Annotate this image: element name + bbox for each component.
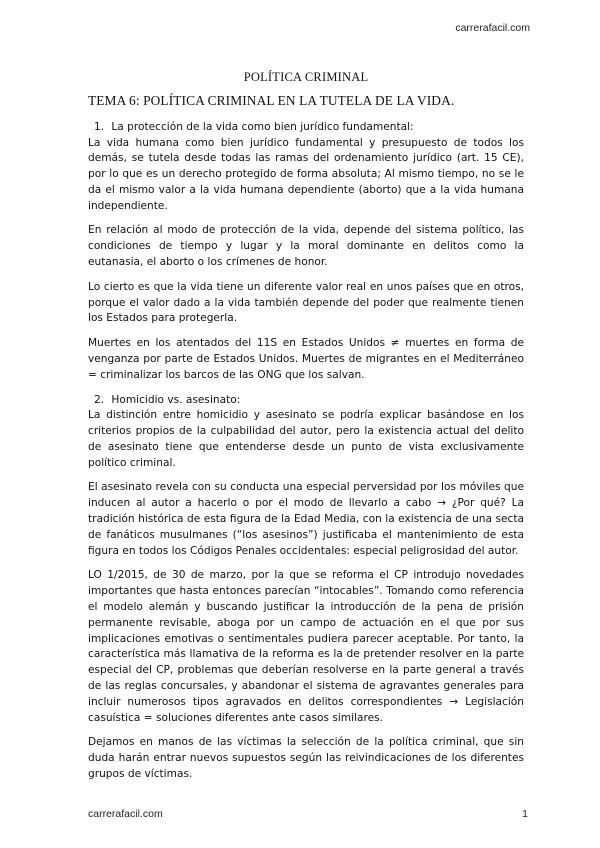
paragraph: Lo cierto es que la vida tiene un diferente valor real en unos países que en otros, porque el valor dado a la vida también depende del poder que realmente tienen los Estados para protegerla. — [88, 280, 524, 325]
page-number: 1 — [522, 808, 528, 820]
paragraph: Dejamos en manos de las víctimas la selección de la política criminal, que sin duda harán entrar nuevos supuestos según las reivindicaciones de los diferentes grupos de víctimas. — [88, 736, 524, 780]
section-1 — [88, 120, 524, 384]
header-site-name: carrerafacil.com — [455, 22, 530, 34]
section-2-heading-text: Homicidio vs. asesinato: — [111, 393, 241, 406]
section-1-heading-text: La protección de la vida como bien jurídico fundamental: — [111, 121, 414, 133]
section-1-number: 1. — [94, 121, 105, 133]
section-2-heading — [88, 393, 524, 409]
paragraph: Muertes en los atentados del 11S en Estados Unidos ≠ muertes en forma de venganza por parte de Estados Unidos. Muertes de migrantes en el Mediterráneo = criminalizar los barcos de las ONG que los salvan. — [88, 337, 524, 381]
section-title: TEMA 6: POLÍTICA CRIMINAL EN LA TUTELA DE LA VIDA. — [88, 93, 455, 108]
paragraph: En relación al modo de protección de la vida, depende del sistema político, las condiciones de tiempo y lugar y la moral dominante en delitos como la eutanasia, el aborto o los crímenes de honor. — [88, 224, 524, 269]
document-body — [88, 70, 524, 792]
paragraph: La distinción entre homicidio y asesinato se podría explicar basándose en los criterios propios de la culpabilidad del autor, pero la existencia actual del delito de asesinato tiene que entenderse desde un punto de vista exclusivamente político criminal. — [88, 409, 524, 469]
paragraph: La vida humana como bien jurídico fundamental y presupuesto de todos los demás, se tutela desde todas las ramas del ordenamiento jurídico (art. 15 CE), por lo que es un derecho protegido de forma absoluta; Al mismo tiempo, no se le da el mismo valor a la vida humana dependiente (aborto) que a la vida humana independiente. — [88, 136, 524, 212]
section-1-heading — [88, 120, 524, 136]
document-title: POLÍTICA CRIMINAL — [243, 70, 369, 84]
footer-site-name: carrerafacil.com — [88, 808, 163, 820]
paragraph: El asesinato revela con su conducta una especial perversidad por los móviles que inducen al autor a hacerlo o por el modo de llevarlo a cabo → ¿Por qué? La tradición histórica de esta figura de la Edad Media, con la existencia de una secta de fanáticos musulmanes (“los asesinos”) justificaba el mantenimiento de esta figura en todos los Códigos Penales occidentales: especial peligrosidad del autor. — [88, 481, 524, 557]
paragraph: LO 1/2015, de 30 de marzo, por la que se reforma el CP introdujo novedades importantes que hasta entonces parecían “intocables”. Tomando como referencia el modelo alemán y buscando justificar la introducción de la pena de prisión permanente revisable, aboga por un campo de actuación en el que por sus implicaciones emotivas o sentimentales pudiera parecer aceptable. Por tanto, la característica más llamativa de la reforma es la de pretender resolver en la parte especial del CP, problemas que deberían resolverse en la parte general a través de las reglas concursales, y abandonar el sistema de agravantes generales para incluir numerosos tipos agravados en delitos correspondientes → Legislación casuística = soluciones diferentes ante casos similares. — [88, 569, 524, 724]
section-2-number: 2. — [94, 393, 105, 406]
section-2 — [88, 393, 524, 783]
